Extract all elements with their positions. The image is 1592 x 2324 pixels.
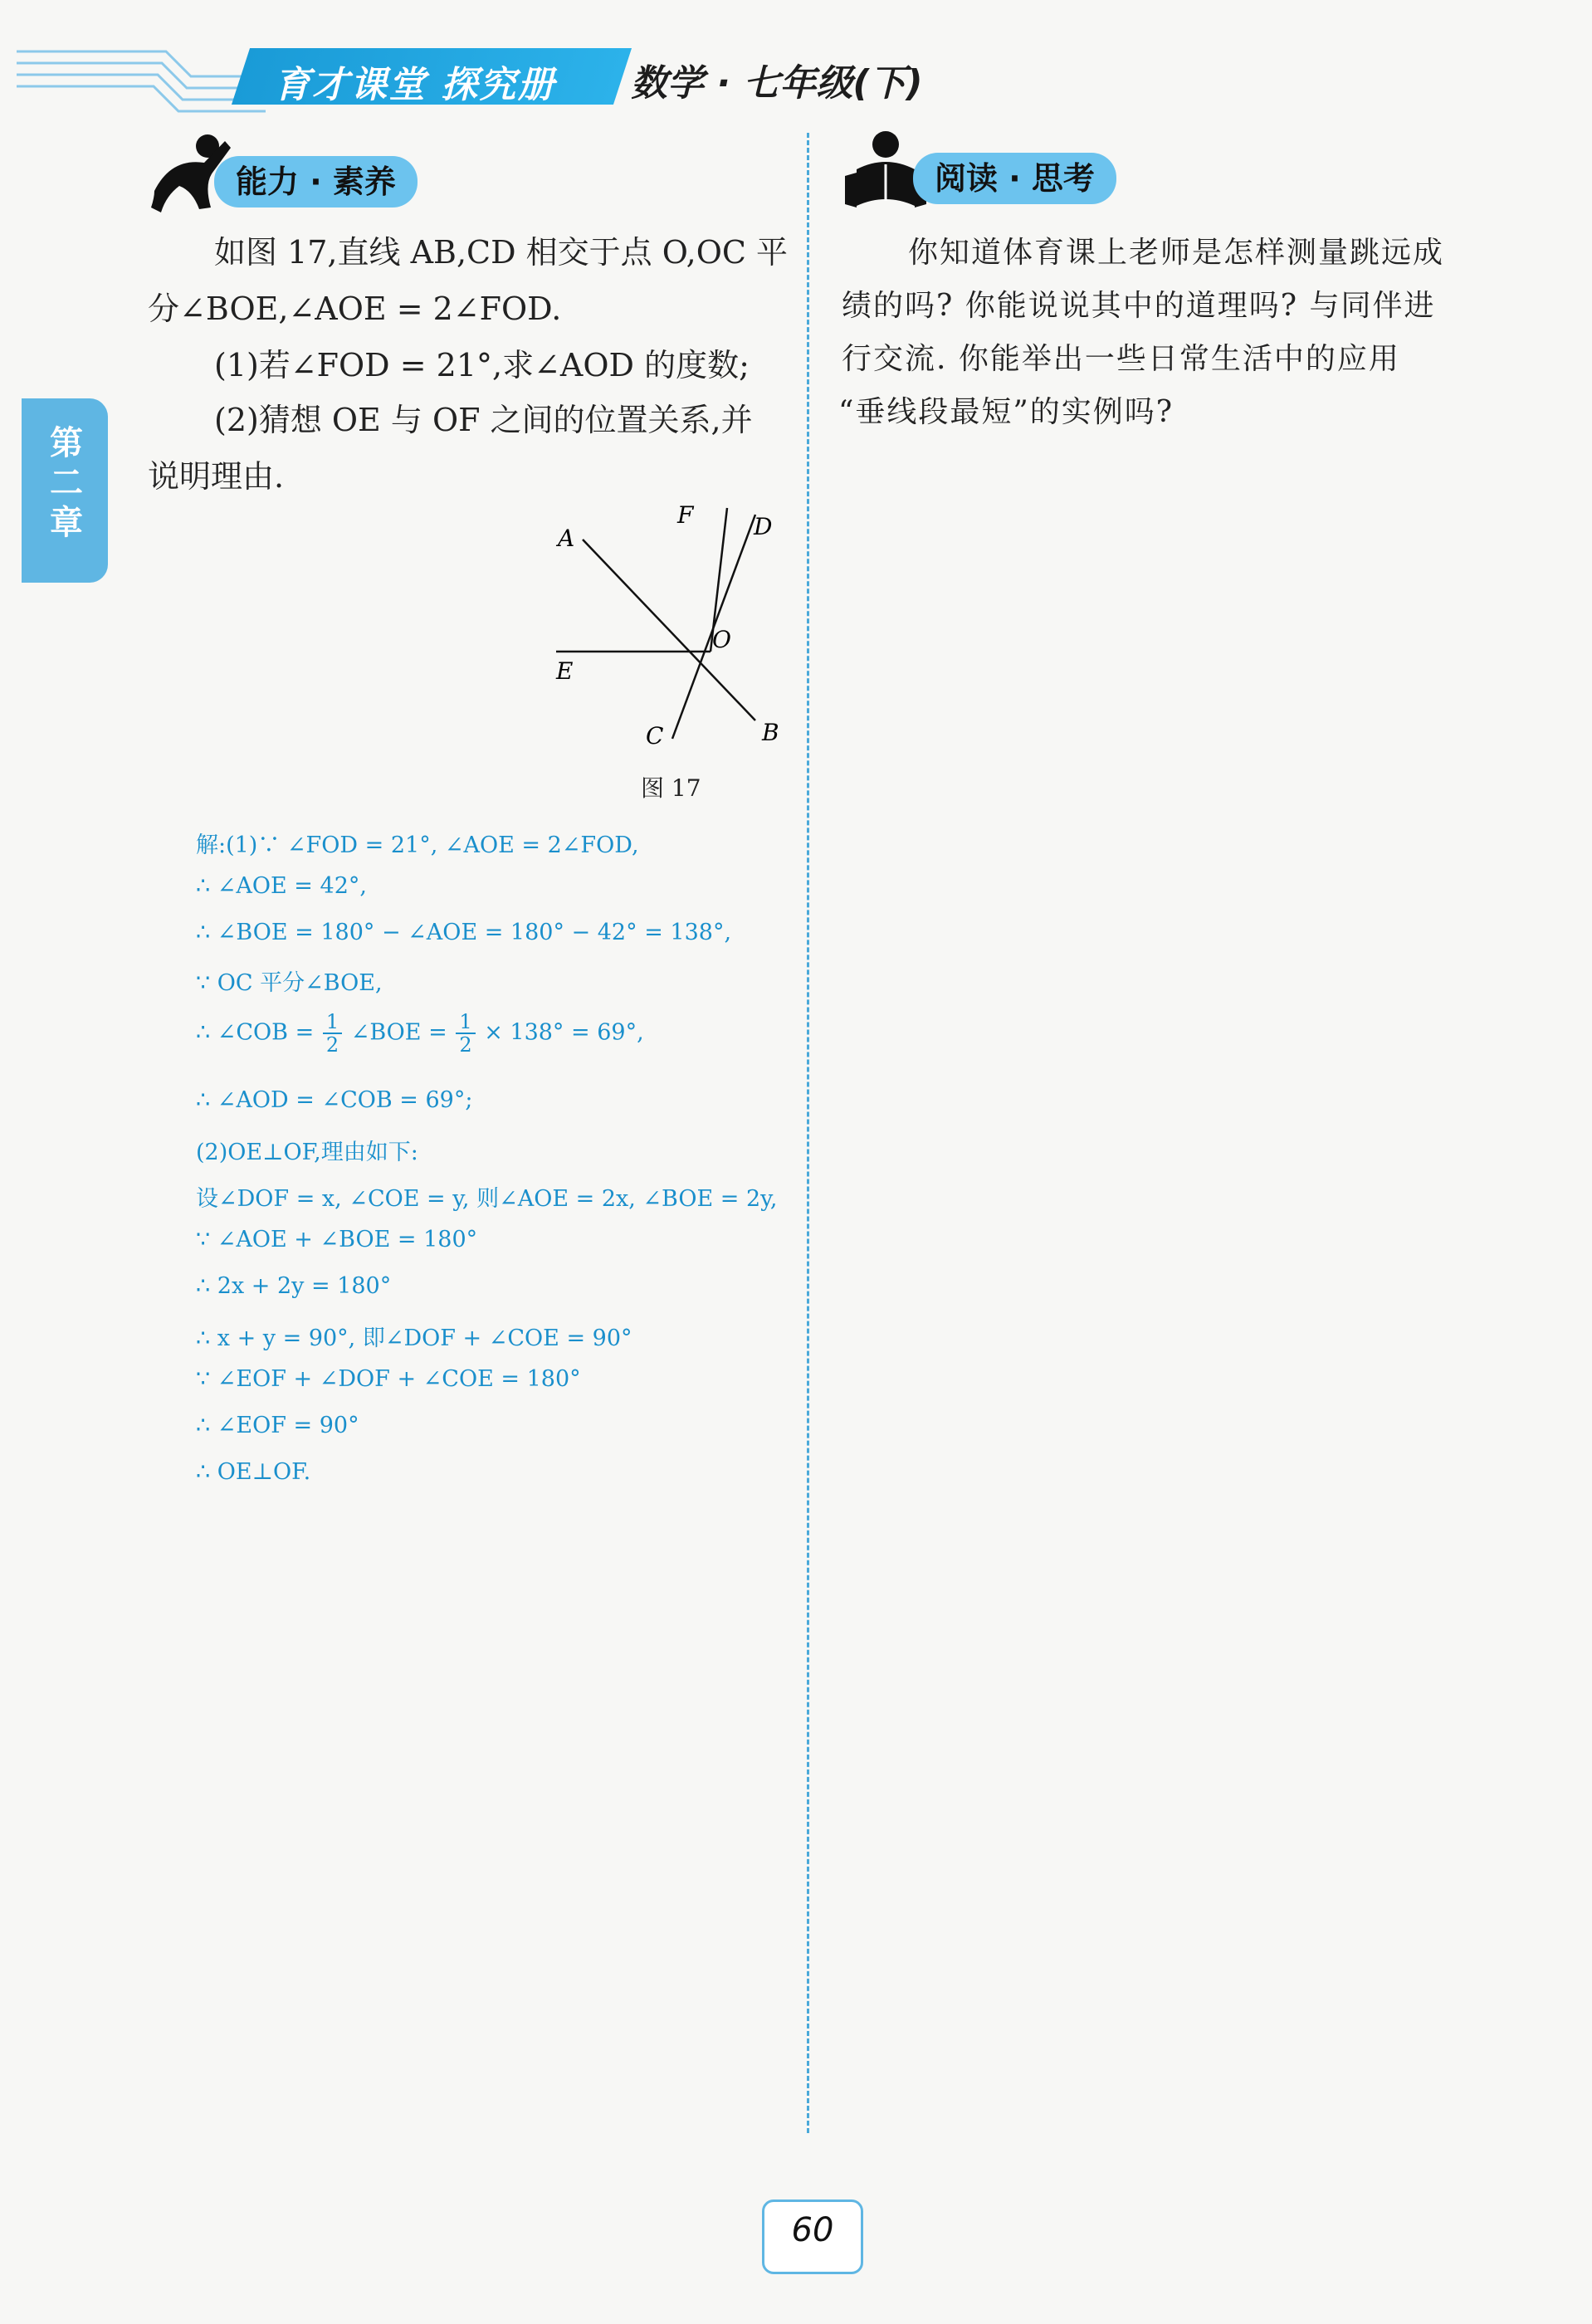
solution-line: ∴ ∠AOE = 42°, bbox=[196, 873, 367, 899]
problem-line: 说明理由. bbox=[148, 458, 285, 495]
label-b: B bbox=[762, 719, 779, 746]
solution-line-fraction bbox=[196, 1011, 644, 1056]
solution-line: 解:(1)∵ ∠FOD = 21°, ∠AOE = 2∠FOD, bbox=[196, 832, 639, 858]
geometry-figure-17 bbox=[540, 498, 805, 747]
solution-line: ∴ ∠EOF = 90° bbox=[196, 1413, 359, 1438]
label-o: O bbox=[712, 626, 731, 653]
solution-line: ∵ ∠EOF + ∠DOF + ∠COE = 180° bbox=[196, 1366, 581, 1392]
problem-line: 分∠BOE,∠AOE = 2∠FOD. bbox=[148, 290, 562, 327]
figure-caption: 图 17 bbox=[641, 774, 701, 802]
chapter-label: 第二章 bbox=[50, 424, 83, 542]
fraction-one-half bbox=[456, 1011, 475, 1056]
label-d: D bbox=[754, 513, 773, 540]
column-divider bbox=[807, 133, 809, 2133]
label-c: C bbox=[646, 722, 664, 747]
subject-grade-title: 数学 · 七年级(下) bbox=[631, 62, 923, 105]
solution-line: ∴ ∠AOD = ∠COB = 69°; bbox=[196, 1087, 473, 1113]
solution-text: ∴ ∠COB = bbox=[196, 1019, 315, 1046]
problem-line: 如图 17,直线 AB,CD 相交于点 O,OC 平 bbox=[214, 234, 789, 271]
label-a: A bbox=[558, 525, 575, 552]
fraction-numerator: 1 bbox=[323, 1011, 342, 1034]
solution-line: ∴ OE⊥OF. bbox=[196, 1459, 311, 1485]
fraction-one-half bbox=[323, 1011, 342, 1056]
fraction-denominator: 2 bbox=[325, 1033, 339, 1057]
solution-line: ∵ ∠AOE + ∠BOE = 180° bbox=[196, 1227, 478, 1252]
reading-line: 你知道体育课上老师是怎样测量跳远成 bbox=[908, 236, 1445, 270]
section-title-ability: 能力 · 素养 bbox=[214, 156, 418, 208]
fraction-numerator: 1 bbox=[456, 1011, 475, 1034]
header-decoration bbox=[17, 43, 266, 118]
problem-line: (2)猜想 OE 与 OF 之间的位置关系,并 bbox=[214, 402, 753, 438]
problem-line: (1)若∠FOD = 21°,求∠AOD 的度数; bbox=[214, 347, 750, 383]
page-number: 60 bbox=[791, 2211, 834, 2249]
solution-line: 设∠DOF = x, ∠COE = y, 则∠AOE = 2x, ∠BOE = 2y, bbox=[196, 1186, 778, 1212]
solution-line: ∴ 2x + 2y = 180° bbox=[196, 1273, 392, 1299]
solution-text: ∠BOE = bbox=[350, 1019, 447, 1046]
solution-line: ∵ OC 平分∠BOE, bbox=[196, 970, 383, 996]
reading-line: 行交流. 你能举出一些日常生活中的应用 bbox=[842, 342, 1400, 376]
reading-line: “垂线段最短”的实例吗? bbox=[838, 395, 1174, 429]
solution-line: ∴ x + y = 90°, 即∠DOF + ∠COE = 90° bbox=[196, 1326, 632, 1351]
label-e: E bbox=[556, 657, 574, 685]
fraction-denominator: 2 bbox=[459, 1033, 472, 1057]
reading-line: 绩的吗? 你能说说其中的道理吗? 与同伴进 bbox=[842, 289, 1436, 323]
section-title-reading: 阅读 · 思考 bbox=[913, 153, 1116, 204]
solution-line: (2)OE⊥OF,理由如下: bbox=[196, 1140, 418, 1165]
solution-line: ∴ ∠BOE = 180° − ∠AOE = 180° − 42° = 138°, bbox=[196, 920, 732, 945]
solution-text: × 138° = 69°, bbox=[484, 1019, 644, 1046]
label-f: F bbox=[677, 501, 694, 529]
book-series-title: 育才课堂 探究册 bbox=[274, 64, 556, 106]
